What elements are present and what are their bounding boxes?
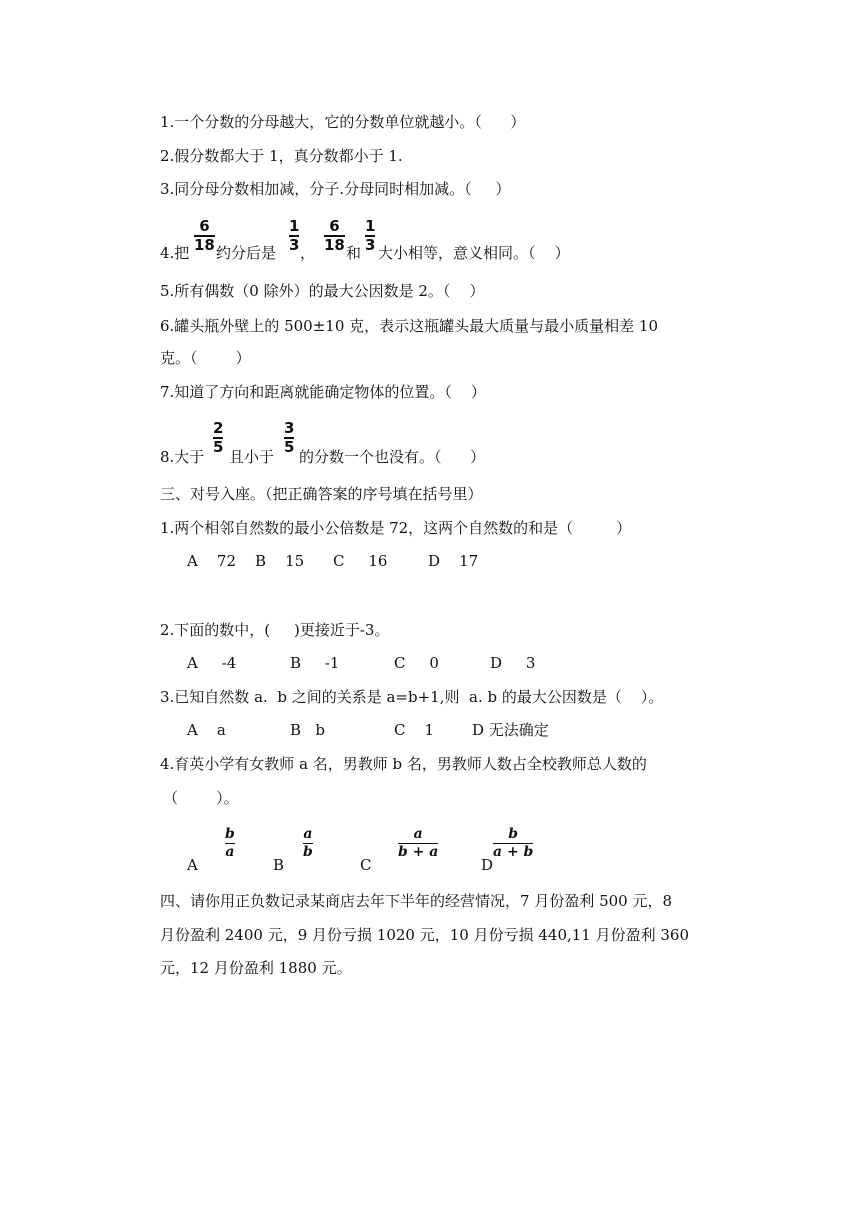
section3-q3-option-d: D 无法确定 — [472, 721, 549, 739]
fraction-numerator: b — [508, 826, 519, 842]
section3-q3-option-c: C 1 — [394, 721, 435, 739]
section3-q4-label-c: C — [360, 856, 372, 874]
section3-q4-label-d: D — [481, 856, 494, 874]
section3-q3-option-b: B b — [290, 721, 325, 739]
section4-line1: 四、请你用正负数记录某商店去年下半年的经营情况，7 月份盈利 500 元，8 — [160, 892, 673, 910]
judge-q8-text: 且小于 — [229, 448, 275, 466]
section3-q1-option-c: C 16 — [333, 552, 388, 570]
fraction-1-3 — [289, 219, 299, 253]
section3-q1-option-a: A 72 — [187, 552, 236, 570]
judge-q6-line1: 6.罐头瓶外壁上的 500±10 克，表示这瓶罐头最大质量与最小质量相差 10 — [160, 317, 658, 335]
fraction-1-3-second — [365, 219, 375, 253]
fraction-denominator: 3 — [289, 236, 300, 254]
fraction-6-18-second — [324, 219, 345, 253]
fraction-6-18 — [194, 219, 215, 253]
fraction-denominator: 5 — [213, 438, 224, 456]
judge-q3: 3.同分母分数相加减，分子.分母同时相加减。（ ） — [160, 180, 511, 198]
fraction-a-over-b-plus-a — [398, 827, 438, 860]
section4-line3: 元，12 月份盈利 1880 元。 — [160, 959, 352, 977]
section3-q2-option-a: A -4 — [187, 654, 237, 672]
fraction-2-5 — [213, 421, 223, 455]
section3-q1-option-b: B 15 — [255, 552, 305, 570]
judge-q2: 2.假分数都大于 1，真分数都小于 1. — [160, 147, 403, 165]
fraction-numerator: 3 — [284, 419, 295, 437]
judge-q4-and: 和 — [346, 244, 362, 262]
fraction-numerator: 1 — [289, 217, 300, 235]
section3-q4-line2: （ ）。 — [163, 789, 239, 807]
fraction-numerator: 6 — [199, 217, 210, 235]
judge-q8-suffix: 的分数一个也没有。（ ） — [299, 448, 486, 466]
fraction-denominator: 18 — [194, 236, 215, 254]
section3-title: 三、对号入座。（把正确答案的序号填在括号里） — [160, 485, 483, 503]
fraction-denominator: a — [225, 844, 235, 860]
section3-q2: 2.下面的数中，( )更接近于-3。 — [160, 621, 390, 639]
fraction-denominator: b + a — [398, 844, 439, 860]
section3-q1-option-d: D 17 — [428, 552, 479, 570]
judge-q8-prefix: 8.大于 — [160, 448, 205, 466]
section3-q3: 3.已知自然数 a. b 之间的关系是 a=b+1,则 a. b 的最大公因数是（ ）。 — [160, 688, 664, 706]
judge-q7: 7.知道了方向和距离就能确定物体的位置。（ ） — [160, 383, 486, 401]
judge-q4-text-1: 约分后是 — [216, 244, 277, 262]
section3-q4-label-a: A — [187, 856, 198, 874]
fraction-denominator: b — [303, 844, 313, 860]
fraction-denominator: 5 — [284, 438, 295, 456]
fraction-3-5 — [284, 421, 294, 455]
fraction-numerator: 6 — [329, 217, 340, 235]
fraction-a-over-b — [303, 827, 313, 860]
fraction-b-over-a — [225, 827, 235, 860]
fraction-numerator: a — [413, 826, 423, 842]
section3-q2-option-c: C 0 — [394, 654, 439, 672]
fraction-numerator: 1 — [365, 217, 376, 235]
judge-q4-prefix: 4.把 — [160, 244, 190, 262]
section4-line2: 月份盈利 2400 元，9 月份亏损 1020 元，10 月份亏损 440,11 月份盈利 360 — [160, 926, 690, 944]
judge-q4-suffix: 大小相等，意义相同。（ ） — [378, 244, 570, 262]
fraction-numerator: b — [225, 826, 235, 842]
fraction-denominator: a + b — [493, 844, 534, 860]
section3-q4-label-b: B — [273, 856, 285, 874]
judge-q4-comma: ， — [300, 244, 316, 262]
section3-q1: 1.两个相邻自然数的最小公倍数是 72，这两个自然数的和是（ ） — [160, 519, 632, 537]
section3-q2-option-d: D 3 — [490, 654, 536, 672]
judge-q6-line2: 克。（ ） — [160, 349, 251, 367]
section3-q3-option-a: A a — [187, 721, 226, 739]
fraction-b-over-a-plus-b — [493, 827, 533, 860]
fraction-numerator: a — [303, 826, 313, 842]
judge-q5: 5.所有偶数（0 除外）的最大公因数是 2。（ ） — [160, 282, 485, 300]
judge-q1: 1.一个分数的分母越大，它的分数单位就越小。（ ） — [160, 113, 526, 131]
fraction-denominator: 3 — [365, 236, 376, 254]
fraction-numerator: 2 — [213, 419, 224, 437]
section3-q2-option-b: B -1 — [290, 654, 340, 672]
fraction-denominator: 18 — [324, 236, 345, 254]
section3-q4-line1: 4.育英小学有女教师 a 名，男教师 b 名，男教师人数占全校教师总人数的 — [160, 755, 647, 773]
